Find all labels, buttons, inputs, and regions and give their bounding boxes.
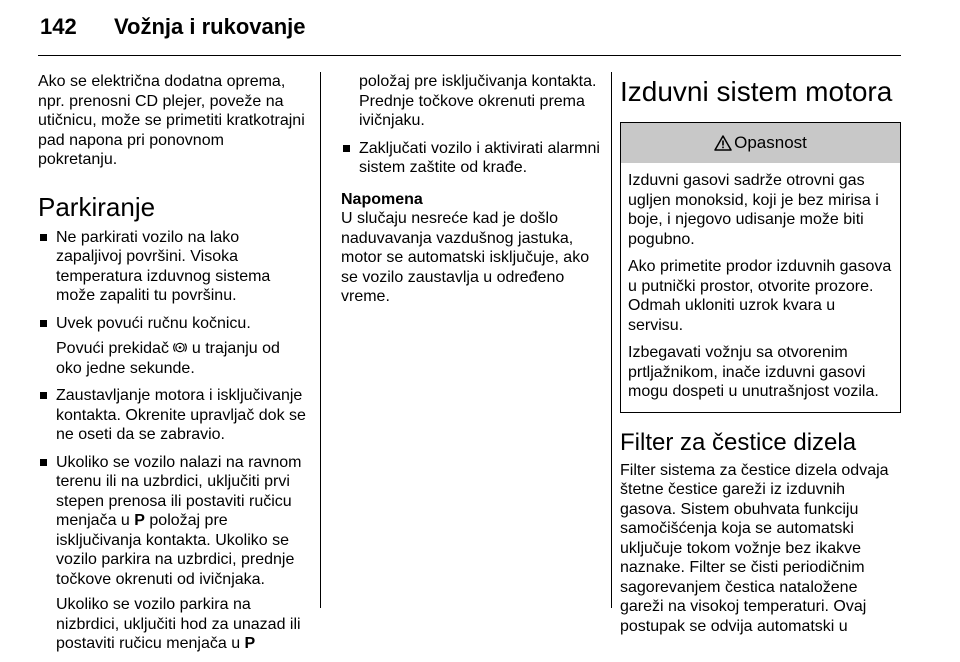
bullet-icon (40, 320, 47, 327)
bullet-icon (343, 145, 350, 152)
section-heading-parking: Parkiranje (38, 191, 156, 222)
warning-paragraph: Izduvni gasovi sadrže otrovni gas ugljen monoksid, koji je bez mirisa i boje, i njegovo udisanje može biti pogubno. (628, 172, 879, 248)
intro-paragraph: Ako se električna dodatna oprema, npr. prenosni CD plejer, poveže na utičnicu, može se primetiti kratkotrajni pad napona pri ponovnom pokretanju. (38, 73, 305, 168)
list-item: Ukoliko se vozilo nalazi na ravnom terenu ili na uzbrdici, uključiti prvi stepen prenosa ili postaviti ručicu menjača u P položaj pre isključivanja kontakta. Ukoliko se vozilo parkira na uzbrdici, prednje točkove okrenuti od ivičnjaka. Ukoliko se vozilo parkira na nizbrdici, uključiti hod za unazad ili postaviti ručicu menjača u P (38, 453, 306, 654)
header-divider (38, 55, 901, 56)
gear-p-label: P (244, 635, 256, 652)
parking-list-cont (341, 139, 601, 178)
note-block (341, 190, 601, 307)
warning-paragraph: Ako primetite prodor izduvnih gasova u putnički prostor, otvorite prozore. Odmah ukloniti uzrok kvara u servisu. (628, 258, 892, 334)
note-text: U slučaju nesreće kad je došlo naduvavanja vazdušnog jastuka, motor se automatski isključuje, ako se vozilo zaustavlja u određeno vreme. (341, 210, 590, 305)
chapter-title: Vožnja i rukovanje (114, 14, 306, 39)
filter-paragraph: Filter sistema za čestice dizela odvaja štetne čestice gareži iz izduvnih gasova. Sistem obuhvata funkciju samočišćenja koja se automatski uključuje tokom vožnje bez ikakve naznake. Filter se čisti periodičnim sagorevanjem čestica nataložene gareži na visokoj temperaturi. Ovaj postupak se odvija automatski u (620, 461, 889, 635)
section-heading-diesel-filter: Filter za čestice dizela (620, 428, 857, 456)
warning-paragraph: Izbegavati vožnju sa otvorenim prtljažnikom, inače izduvni gasovi mogu dospeti u unutrašnjost vozila. (628, 344, 879, 400)
note-title: Napomena (341, 190, 423, 208)
bullet-icon (40, 234, 47, 241)
warning-box (620, 122, 901, 413)
bullet-icon (40, 459, 47, 466)
list-item: Zaključati vozilo i aktivirati alarmni sistem zaštite od krađe. (341, 139, 601, 178)
warning-body (621, 163, 900, 412)
column-left (38, 72, 306, 662)
list-item: Zaustavljanje motora i isključivanje kontakta. Okrenite upravljač dok se ne oseti da se zabravio. (38, 386, 306, 445)
page-number: 142 (40, 14, 77, 39)
parking-list (38, 228, 306, 654)
bullet-icon (40, 392, 47, 399)
section-heading-exhaust: Izduvni sistem motora (620, 76, 893, 107)
sub-paragraph: Ukoliko se vozilo parkira na nizbrdici, uključiti hod za unazad ili postaviti ručicu menjača u P (56, 596, 301, 652)
list-item: Uvek povući ručnu kočnicu. Povući prekidač u trajanju od oko jedne sekunde. (38, 314, 306, 379)
column-middle (341, 72, 601, 317)
sub-paragraph: Povući prekidač u trajanju od oko jedne sekunde. (56, 340, 280, 377)
warning-title: Opasnost (734, 133, 807, 153)
parking-brake-switch-icon (173, 341, 187, 354)
warning-header (621, 123, 900, 163)
page-header (0, 0, 960, 60)
gear-p-label: P (134, 512, 145, 529)
warning-triangle-icon (714, 135, 732, 151)
column-right (620, 72, 902, 646)
continued-paragraph: položaj pre isključivanja kontakta. Prednje točkove okrenuti prema ivičnjaku. (359, 73, 597, 129)
list-item: Ne parkirati vozilo na lako zapaljivoj površini. Visoka temperatura izduvnog sistema može zapaliti tu površinu. (38, 228, 306, 306)
column-divider-1 (320, 72, 321, 608)
column-divider-2 (611, 72, 612, 608)
